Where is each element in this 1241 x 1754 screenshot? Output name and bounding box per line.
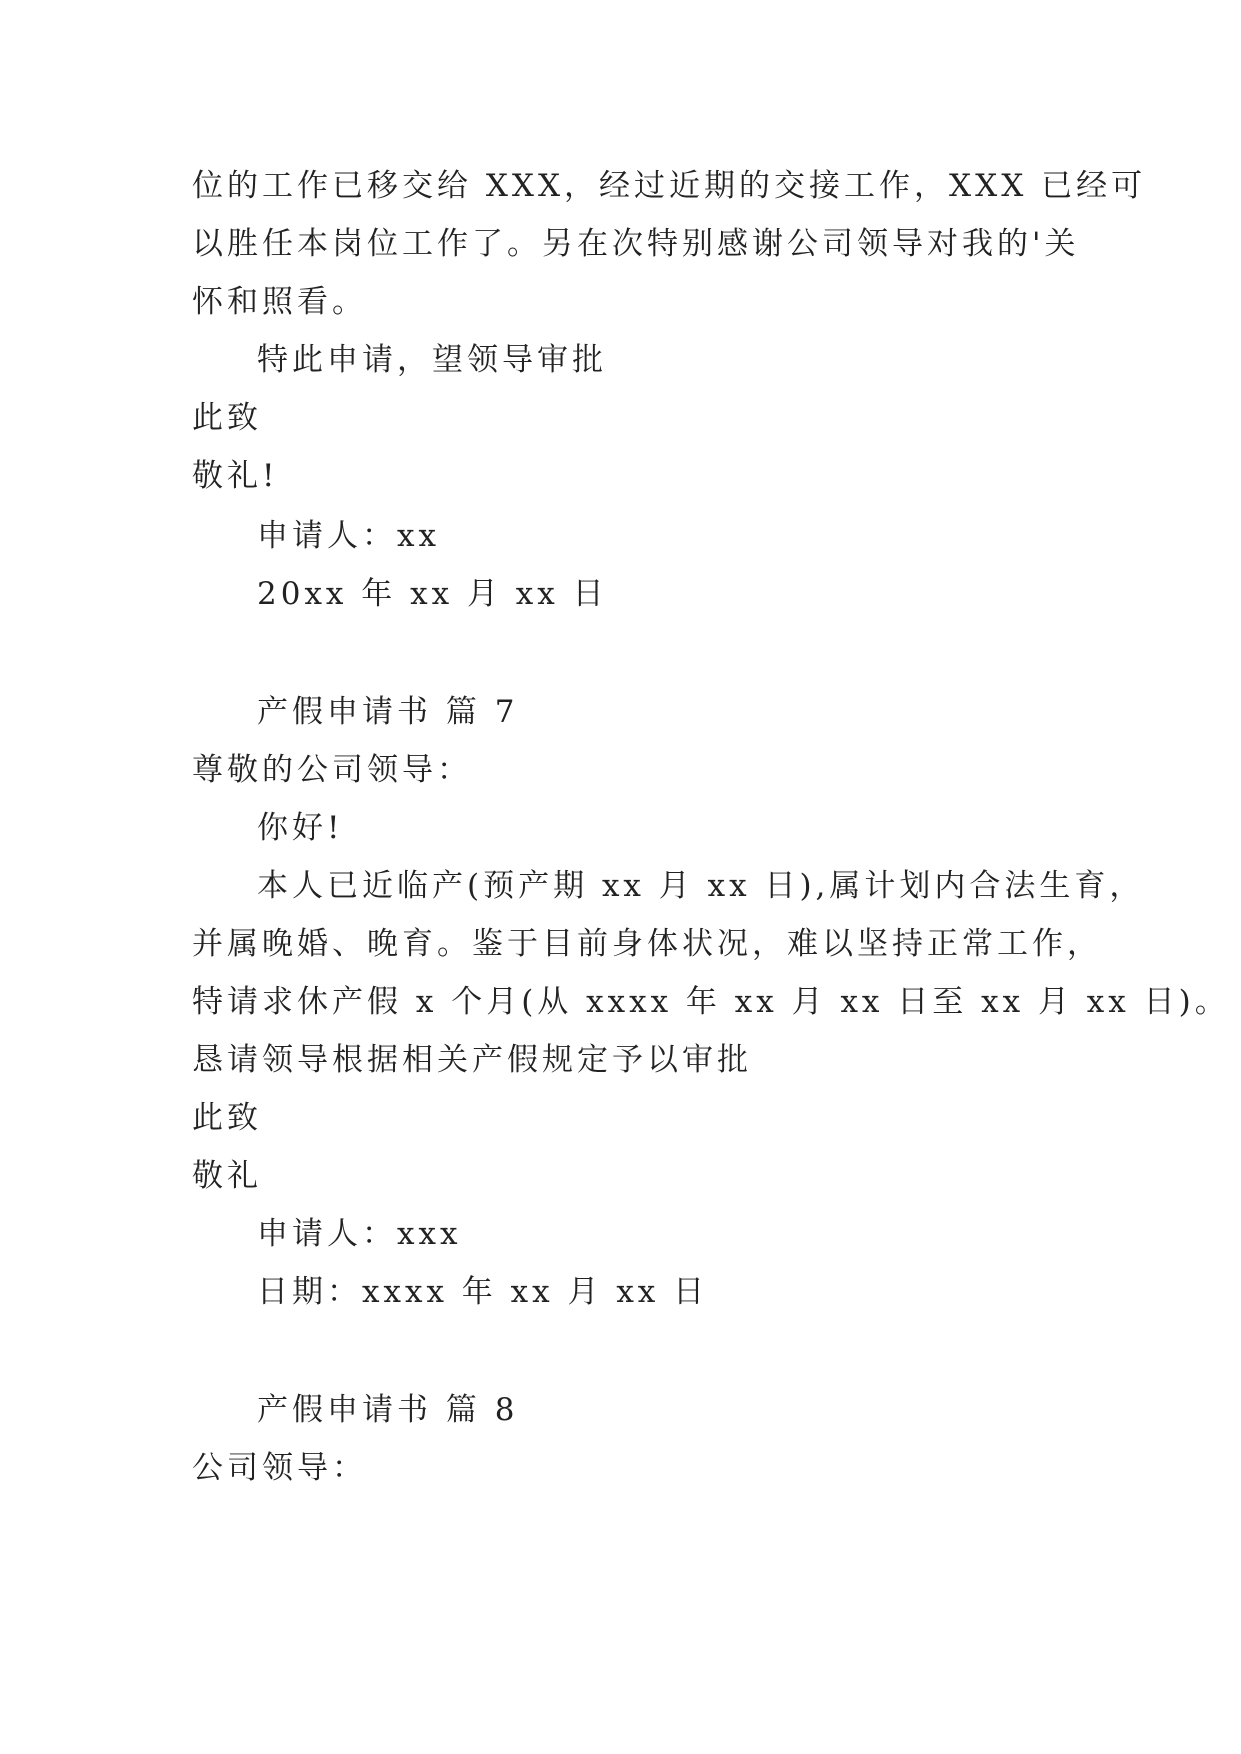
section-heading: 产假申请书 篇 8	[257, 1392, 519, 1428]
salutation-line: 公司领导：	[192, 1450, 367, 1486]
closing-line: 此致	[192, 400, 262, 436]
closing-line: 此致	[192, 1100, 262, 1136]
closing-line: 敬礼!	[192, 458, 279, 494]
request-line: 特此申请，望领导审批	[257, 342, 607, 378]
paragraph-line: 位的工作已移交给 XXX，经过近期的交接工作，XXX 已经可	[192, 168, 1147, 204]
applicant-line: 申请人：xxx	[257, 1216, 462, 1252]
closing-line: 敬礼	[192, 1158, 262, 1194]
applicant-line: 申请人：xx	[257, 518, 440, 554]
greeting-line: 你好!	[257, 810, 344, 846]
salutation-line: 尊敬的公司领导：	[192, 752, 472, 788]
body-line: 并属晚婚、晚育。鉴于目前身体状况，难以坚持正常工作，	[192, 926, 1102, 962]
date-line: 20xx 年 xx 月 xx 日	[257, 576, 608, 612]
body-line: 恳请领导根据相关产假规定予以审批	[192, 1042, 752, 1078]
paragraph-line: 怀和照看。	[192, 284, 367, 320]
body-line: 本人已近临产(预产期 xx 月 xx 日),属计划内合法生育，	[257, 868, 1145, 904]
date-line: 日期：xxxx 年 xx 月 xx 日	[257, 1274, 709, 1310]
paragraph-line: 以胜任本岗位工作了。另在次特别感谢公司领导对我的'关	[192, 226, 1080, 262]
section-heading: 产假申请书 篇 7	[257, 694, 519, 730]
body-line: 特请求休产假 x 个月(从 xxxx 年 xx 月 xx 日至 xx 月 xx 日)。	[192, 984, 1230, 1020]
